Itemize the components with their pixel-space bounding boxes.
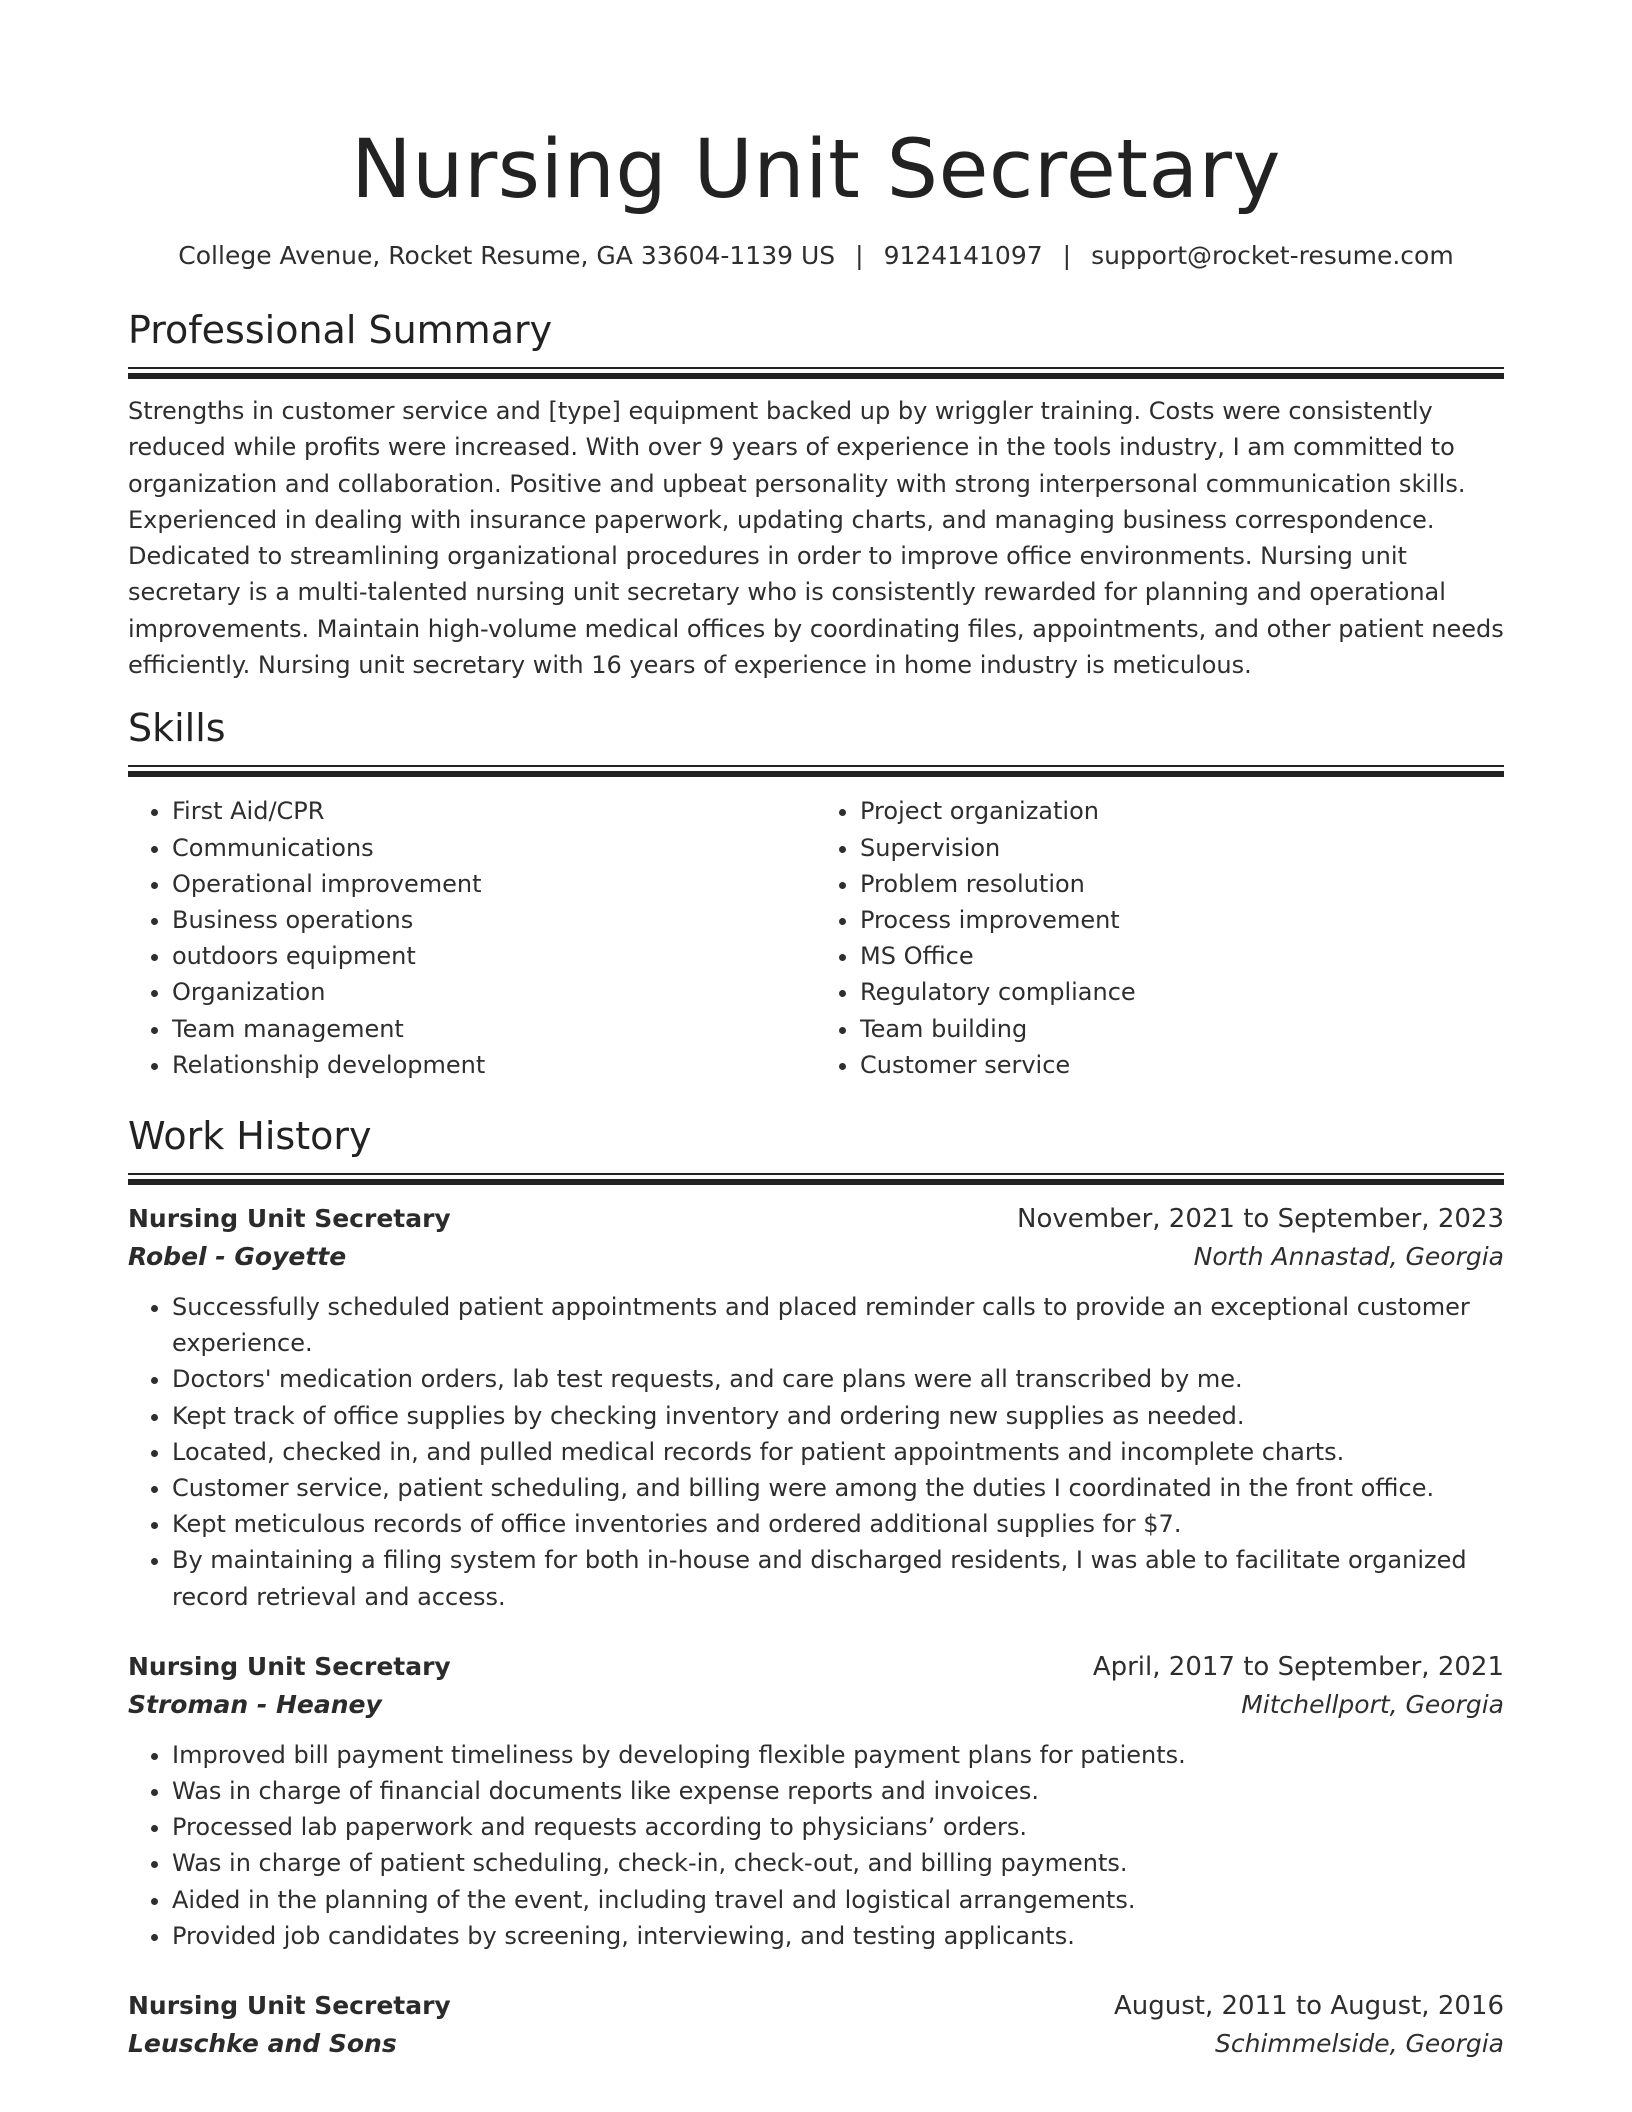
- section-title-skills: Skills: [128, 706, 226, 751]
- job-bullets: [128, 1289, 1504, 1615]
- job-bullet: • Customer service, patient scheduling, and billing were among the duties I coordinated in the front office.: [172, 1470, 1504, 1506]
- skill-item: • outdoors equipment: [172, 938, 816, 974]
- skill-item: • Business operations: [172, 902, 816, 938]
- job-dates: November, 2021 to September, 2023: [1017, 1204, 1504, 1234]
- job-subheader: [128, 2026, 1504, 2062]
- job-dates: April, 2017 to September, 2021: [1092, 1651, 1504, 1682]
- contact-separator: |: [1062, 241, 1072, 270]
- job-company: Leuschke and Sons: [128, 2029, 397, 2059]
- contact-line: [128, 239, 1504, 273]
- section-divider: [128, 367, 1504, 379]
- skills-list-left: [128, 793, 816, 1083]
- job-header: [128, 1986, 1504, 2026]
- job-bullet: • Improved bill payment timeliness by developing flexible payment plans for patients.: [172, 1737, 1504, 1773]
- job-bullet: • Processed lab paperwork and requests according to physicians’ orders.: [172, 1809, 1504, 1845]
- job-header: [128, 1647, 1504, 1687]
- job-title: Nursing Unit Secretary: [128, 1651, 451, 1681]
- skill-item: • Project organization: [860, 793, 1504, 829]
- contact-phone: 9124141097: [883, 241, 1043, 270]
- job-bullet: • By maintaining a filing system for both in-house and discharged residents, I was able to facilitate organized record retrieval and access.: [172, 1542, 1504, 1614]
- work-history-section: [128, 1111, 1504, 2062]
- job-bullet: • Provided job candidates by screening, interviewing, and testing applicants.: [172, 1918, 1504, 1954]
- job-dates: August, 2011 to August, 2016: [1114, 1991, 1504, 2022]
- skill-item: • Team building: [860, 1011, 1504, 1047]
- job-title: Nursing Unit Secretary: [128, 1991, 451, 2021]
- section-divider: [128, 1173, 1504, 1185]
- job-bullet: • Doctors' medication orders, lab test requests, and care plans were all transcribed by me.: [172, 1361, 1504, 1397]
- job-entry: [128, 1647, 1504, 1954]
- skill-item: • Relationship development: [172, 1047, 816, 1083]
- job-bullet: • Was in charge of patient scheduling, check-in, check-out, and billing payments.: [172, 1845, 1504, 1881]
- job-header: [128, 1199, 1504, 1239]
- job-subheader: [128, 1239, 1504, 1275]
- skill-item: • MS Office: [860, 938, 1504, 974]
- contact-email[interactable]: support@rocket-resume.com: [1091, 241, 1454, 270]
- job-bullet: • Successfully scheduled patient appointments and placed reminder calls to provide an exceptional customer experience.: [172, 1289, 1504, 1361]
- summary-text: Strengths in customer service and [type] equipment backed up by wriggler training. Costs were consistently reduced while profits were increased. With over 9 years of experience in the tools industry, I am committed to organization and collaboration. Positive and upbeat personality with strong interpersonal communication skills. Experienced in dealing with insurance paperwork, updating charts, and managing business correspondence. Dedicated to streamlining organizational procedures in order to improve office environments. Nursing unit secretary is a multi-talented nursing unit secretary who is consistently rewarded for planning and operational improvements. Maintain high-volume medical offices by coordinating files, appointments, and other patient needs efficiently. Nursing unit secretary with 16 years of experience in home industry is meticulous.: [128, 397, 1504, 680]
- resume-name: Nursing Unit Secretary: [351, 123, 1281, 217]
- skill-item: • Operational improvement: [172, 866, 816, 902]
- job-entry: [128, 1986, 1504, 2062]
- skills-list-right: [816, 793, 1504, 1083]
- job-bullet: • Aided in the planning of the event, including travel and logistical arrangements.: [172, 1882, 1504, 1918]
- skill-item: • Organization: [172, 974, 816, 1010]
- skill-item: • First Aid/CPR: [172, 793, 816, 829]
- skill-item: • Customer service: [860, 1047, 1504, 1083]
- skill-item: • Supervision: [860, 830, 1504, 866]
- job-company: Robel - Goyette: [128, 1242, 347, 1271]
- job-bullet: • Located, checked in, and pulled medical records for patient appointments and incomplete charts.: [172, 1434, 1504, 1470]
- section-title-work-history: Work History: [128, 1114, 372, 1158]
- job-bullets: [128, 1737, 1504, 1954]
- skills-section: [128, 703, 1504, 1083]
- job-location: North Annastad, Georgia: [1193, 1242, 1504, 1271]
- summary-section: [128, 305, 1504, 683]
- contact-separator: |: [855, 241, 864, 270]
- section-divider: [128, 765, 1504, 777]
- skill-item: • Communications: [172, 830, 816, 866]
- skill-item: • Process improvement: [860, 902, 1504, 938]
- section-title-summary: Professional Summary: [128, 308, 553, 352]
- contact-address: College Avenue, Rocket Resume, GA 33604-1139 US: [178, 241, 836, 270]
- job-subheader: [128, 1687, 1504, 1723]
- job-bullet: • Kept track of office supplies by checking inventory and ordering new supplies as needed.: [172, 1398, 1504, 1434]
- skill-item: • Team management: [172, 1011, 816, 1047]
- skill-item: • Problem resolution: [860, 866, 1504, 902]
- job-bullet: • Kept meticulous records of office inventories and ordered additional supplies for $7.: [172, 1506, 1504, 1542]
- job-company: Stroman - Heaney: [128, 1689, 382, 1719]
- skills-columns: [128, 793, 1504, 1083]
- job-entry: [128, 1199, 1504, 1615]
- job-location: Mitchellport, Georgia: [1241, 1689, 1504, 1719]
- job-title: Nursing Unit Secretary: [128, 1204, 451, 1233]
- job-location: Schimmelside, Georgia: [1214, 2029, 1504, 2059]
- job-bullet: • Was in charge of financial documents like expense reports and invoices.: [172, 1773, 1504, 1809]
- skill-item: • Regulatory compliance: [860, 974, 1504, 1010]
